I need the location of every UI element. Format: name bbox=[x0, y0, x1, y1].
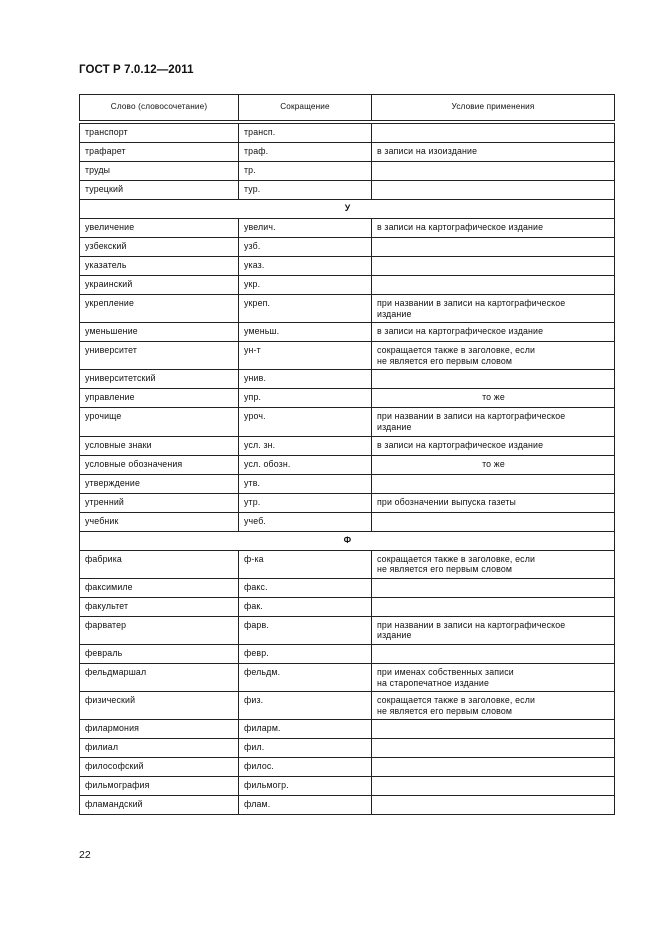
condition-cell: в записи на картографическое издание bbox=[372, 323, 615, 342]
table-row bbox=[80, 758, 615, 777]
word-cell: условные обозначения bbox=[80, 455, 239, 474]
condition-cell: в записи на картографическое издание bbox=[372, 436, 615, 455]
table-body bbox=[80, 124, 615, 815]
condition-cell bbox=[372, 512, 615, 531]
word-cell: условные знаки bbox=[80, 436, 239, 455]
word-cell: управление bbox=[80, 389, 239, 408]
table-row bbox=[80, 550, 615, 578]
abbreviation-cell: филос. bbox=[239, 758, 372, 777]
word-cell: фабрика bbox=[80, 550, 239, 578]
letter-section-row bbox=[80, 200, 615, 219]
table-row bbox=[80, 219, 615, 238]
table-row bbox=[80, 597, 615, 616]
condition-cell: сокращается также в заголовке, если не является его первым словом bbox=[372, 550, 615, 578]
condition-cell: при названии в записи на картографическое издание bbox=[372, 616, 615, 644]
condition-cell bbox=[372, 474, 615, 493]
word-cell: узбекский bbox=[80, 238, 239, 257]
condition-cell bbox=[372, 124, 615, 143]
word-cell: факсимиле bbox=[80, 578, 239, 597]
table-row bbox=[80, 777, 615, 796]
condition-cell bbox=[372, 739, 615, 758]
abbreviation-cell: факс. bbox=[239, 578, 372, 597]
letter-section-row bbox=[80, 531, 615, 550]
word-cell: философский bbox=[80, 758, 239, 777]
table-row bbox=[80, 238, 615, 257]
abbreviation-cell: указ. bbox=[239, 257, 372, 276]
word-cell: утренний bbox=[80, 493, 239, 512]
condition-cell bbox=[372, 276, 615, 295]
word-cell: транспорт bbox=[80, 124, 239, 143]
condition-cell: при названии в записи на картографическое издание bbox=[372, 408, 615, 436]
table-row bbox=[80, 143, 615, 162]
word-cell: факультет bbox=[80, 597, 239, 616]
condition-cell: в записи на картографическое издание bbox=[372, 219, 615, 238]
abbreviation-cell: фельдм. bbox=[239, 663, 372, 691]
table-row bbox=[80, 295, 615, 323]
word-cell: университет bbox=[80, 342, 239, 370]
abbreviation-cell: фильмогр. bbox=[239, 777, 372, 796]
word-cell: украинский bbox=[80, 276, 239, 295]
abbreviation-cell: фак. bbox=[239, 597, 372, 616]
condition-cell: сокращается также в заголовке, если не является его первым словом bbox=[372, 692, 615, 720]
table-row bbox=[80, 578, 615, 597]
word-cell: фильмография bbox=[80, 777, 239, 796]
condition-cell bbox=[372, 578, 615, 597]
word-cell: филиал bbox=[80, 739, 239, 758]
document-title: ГОСТ Р 7.0.12—2011 bbox=[79, 64, 194, 76]
word-cell: указатель bbox=[80, 257, 239, 276]
table-row bbox=[80, 512, 615, 531]
condition-cell bbox=[372, 758, 615, 777]
abbreviation-cell: упр. bbox=[239, 389, 372, 408]
word-cell: фарватер bbox=[80, 616, 239, 644]
word-cell: урочище bbox=[80, 408, 239, 436]
word-cell: уменьшение bbox=[80, 323, 239, 342]
abbreviation-cell: уроч. bbox=[239, 408, 372, 436]
abbreviation-cell: физ. bbox=[239, 692, 372, 720]
condition-cell: при обозначении выпуска газеты bbox=[372, 493, 615, 512]
table-row bbox=[80, 181, 615, 200]
table-row bbox=[80, 616, 615, 644]
word-cell: учебник bbox=[80, 512, 239, 531]
word-cell: турецкий bbox=[80, 181, 239, 200]
condition-cell: при названии в записи на картографическое издание bbox=[372, 295, 615, 323]
table-row bbox=[80, 796, 615, 815]
abbreviations-table bbox=[79, 94, 615, 815]
word-cell: физический bbox=[80, 692, 239, 720]
word-cell: труды bbox=[80, 162, 239, 181]
column-header-abbreviation: Сокращение bbox=[239, 95, 372, 121]
table-row bbox=[80, 455, 615, 474]
abbreviation-cell: ун-т bbox=[239, 342, 372, 370]
abbreviation-cell: узб. bbox=[239, 238, 372, 257]
condition-cell: в записи на изоиздание bbox=[372, 143, 615, 162]
table-row bbox=[80, 124, 615, 143]
word-cell: утверждение bbox=[80, 474, 239, 493]
abbreviation-cell: фил. bbox=[239, 739, 372, 758]
table-row bbox=[80, 370, 615, 389]
abbreviation-cell: филарм. bbox=[239, 720, 372, 739]
table-row bbox=[80, 663, 615, 691]
table-row bbox=[80, 342, 615, 370]
condition-cell bbox=[372, 257, 615, 276]
condition-cell bbox=[372, 181, 615, 200]
abbreviation-cell: уменьш. bbox=[239, 323, 372, 342]
column-header-condition: Условие применения bbox=[372, 95, 615, 121]
table-row bbox=[80, 474, 615, 493]
page-number: 22 bbox=[79, 849, 91, 861]
abbreviation-cell: траф. bbox=[239, 143, 372, 162]
abbreviation-cell: учеб. bbox=[239, 512, 372, 531]
condition-cell: то же bbox=[372, 455, 615, 474]
abbreviation-cell: унив. bbox=[239, 370, 372, 389]
word-cell: февраль bbox=[80, 644, 239, 663]
condition-cell bbox=[372, 238, 615, 257]
table-row bbox=[80, 276, 615, 295]
condition-cell bbox=[372, 796, 615, 815]
table-row bbox=[80, 644, 615, 663]
abbreviation-cell: укр. bbox=[239, 276, 372, 295]
table-row bbox=[80, 257, 615, 276]
abbreviation-cell: утр. bbox=[239, 493, 372, 512]
condition-cell bbox=[372, 597, 615, 616]
condition-cell bbox=[372, 370, 615, 389]
section-letter: У bbox=[80, 200, 615, 219]
condition-cell: то же bbox=[372, 389, 615, 408]
table-row bbox=[80, 720, 615, 739]
abbreviation-cell: трансп. bbox=[239, 124, 372, 143]
table-header bbox=[80, 95, 615, 124]
abbreviation-cell: февр. bbox=[239, 644, 372, 663]
abbreviation-cell: тур. bbox=[239, 181, 372, 200]
abbreviation-cell: усл. зн. bbox=[239, 436, 372, 455]
abbreviation-cell: укреп. bbox=[239, 295, 372, 323]
condition-cell bbox=[372, 720, 615, 739]
condition-cell: сокращается также в заголовке, если не является его первым словом bbox=[372, 342, 615, 370]
condition-cell: при именах собственных записи на старопечатное издание bbox=[372, 663, 615, 691]
abbreviation-cell: усл. обозн. bbox=[239, 455, 372, 474]
word-cell: трафарет bbox=[80, 143, 239, 162]
table-row bbox=[80, 739, 615, 758]
table-row bbox=[80, 389, 615, 408]
word-cell: университетский bbox=[80, 370, 239, 389]
table-row bbox=[80, 493, 615, 512]
word-cell: фельдмаршал bbox=[80, 663, 239, 691]
condition-cell bbox=[372, 644, 615, 663]
table-row bbox=[80, 162, 615, 181]
abbreviation-cell: утв. bbox=[239, 474, 372, 493]
abbreviation-cell: увелич. bbox=[239, 219, 372, 238]
condition-cell bbox=[372, 777, 615, 796]
abbreviation-cell: тр. bbox=[239, 162, 372, 181]
table-row bbox=[80, 323, 615, 342]
table-row bbox=[80, 408, 615, 436]
table-row bbox=[80, 692, 615, 720]
word-cell: укрепление bbox=[80, 295, 239, 323]
table-row bbox=[80, 436, 615, 455]
word-cell: фламандский bbox=[80, 796, 239, 815]
section-letter: Ф bbox=[80, 531, 615, 550]
abbreviation-cell: фарв. bbox=[239, 616, 372, 644]
abbreviation-cell: ф-ка bbox=[239, 550, 372, 578]
abbreviation-cell: флам. bbox=[239, 796, 372, 815]
word-cell: филармония bbox=[80, 720, 239, 739]
word-cell: увеличение bbox=[80, 219, 239, 238]
column-header-word: Слово (словосочетание) bbox=[80, 95, 239, 121]
condition-cell bbox=[372, 162, 615, 181]
